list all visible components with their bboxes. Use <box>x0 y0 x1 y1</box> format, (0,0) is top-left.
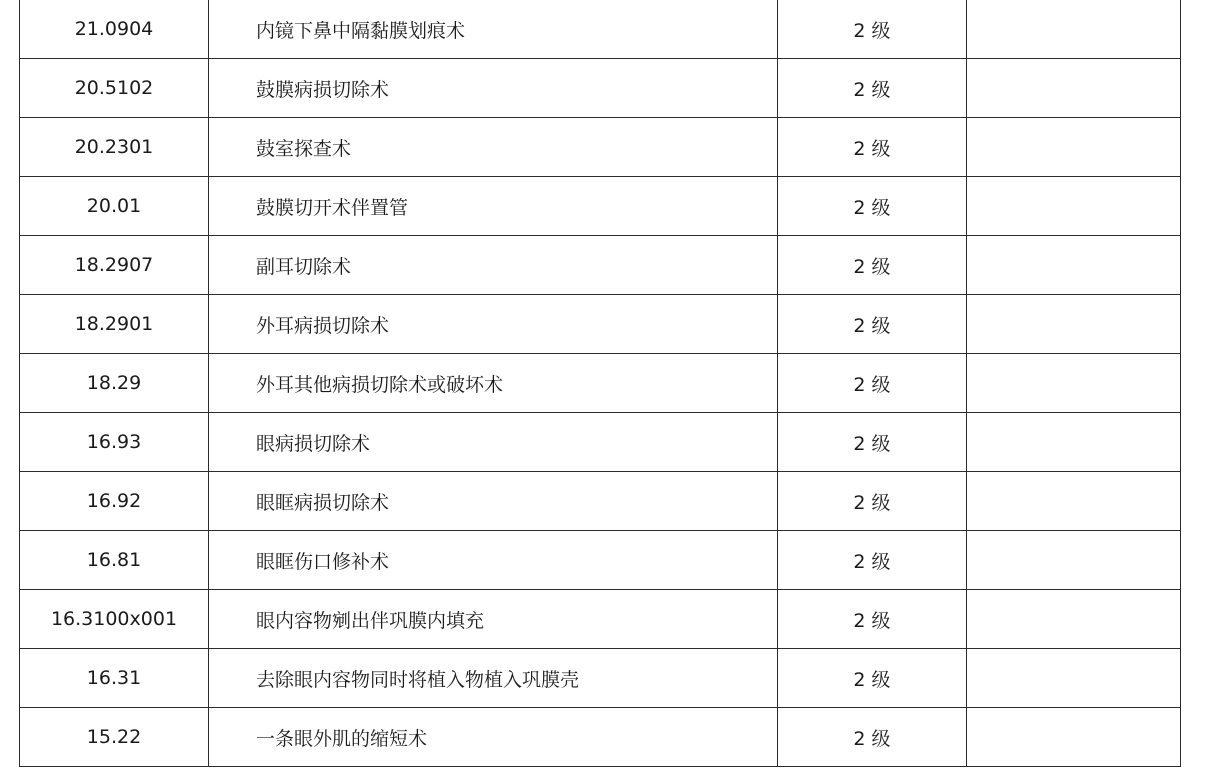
procedure-level-cell: 2 级 <box>778 177 967 236</box>
procedure-level-cell: 2 级 <box>778 590 967 649</box>
procedure-level-cell: 2 级 <box>778 236 967 295</box>
procedure-level-cell: 2 级 <box>778 413 967 472</box>
procedure-name-cell: 眼内容物剜出伴巩膜内填充 <box>209 590 778 649</box>
table-row <box>20 413 1181 472</box>
procedure-name-cell: 副耳切除术 <box>209 236 778 295</box>
procedure-level-cell: 2 级 <box>778 118 967 177</box>
procedure-level-cell: 2 级 <box>778 0 967 59</box>
procedure-name-cell: 外耳其他病损切除术或破坏术 <box>209 354 778 413</box>
procedure-code-cell: 21.0904 <box>20 0 209 59</box>
procedure-level-cell: 2 级 <box>778 59 967 118</box>
procedure-code-cell: 15.22 <box>20 708 209 767</box>
procedure-level-cell: 2 级 <box>778 649 967 708</box>
procedure-code-cell: 20.5102 <box>20 59 209 118</box>
procedure-code-cell: 16.93 <box>20 413 209 472</box>
procedure-note-cell <box>967 354 1181 413</box>
procedure-name-cell: 眼眶伤口修补术 <box>209 531 778 590</box>
procedure-name-cell: 鼓膜病损切除术 <box>209 59 778 118</box>
procedure-name-cell: 鼓膜切开术伴置管 <box>209 177 778 236</box>
procedure-name-cell: 鼓室探查术 <box>209 118 778 177</box>
procedure-note-cell <box>967 295 1181 354</box>
procedure-code-cell: 20.01 <box>20 177 209 236</box>
procedure-code-cell: 20.2301 <box>20 118 209 177</box>
procedure-code-cell: 18.2907 <box>20 236 209 295</box>
procedure-note-cell <box>967 236 1181 295</box>
table-row <box>20 236 1181 295</box>
procedure-level-cell: 2 级 <box>778 354 967 413</box>
table-row <box>20 59 1181 118</box>
procedure-name-cell: 内镜下鼻中隔黏膜划痕术 <box>209 0 778 59</box>
procedure-note-cell <box>967 649 1181 708</box>
procedure-code-cell: 16.81 <box>20 531 209 590</box>
procedure-table-body <box>20 0 1181 767</box>
procedure-note-cell <box>967 118 1181 177</box>
table-row <box>20 649 1181 708</box>
procedure-name-cell: 去除眼内容物同时将植入物植入巩膜壳 <box>209 649 778 708</box>
procedure-code-cell: 16.3100x001 <box>20 590 209 649</box>
procedure-note-cell <box>967 531 1181 590</box>
procedure-level-cell: 2 级 <box>778 708 967 767</box>
table-row <box>20 177 1181 236</box>
procedure-note-cell <box>967 708 1181 767</box>
procedure-code-cell: 16.92 <box>20 472 209 531</box>
procedure-note-cell <box>967 413 1181 472</box>
table-row <box>20 0 1181 59</box>
procedure-note-cell <box>967 0 1181 59</box>
procedure-note-cell <box>967 590 1181 649</box>
procedure-note-cell <box>967 177 1181 236</box>
table-row <box>20 708 1181 767</box>
procedure-level-cell: 2 级 <box>778 295 967 354</box>
procedure-table <box>19 0 1181 767</box>
procedure-name-cell: 眼病损切除术 <box>209 413 778 472</box>
procedure-name-cell: 一条眼外肌的缩短术 <box>209 708 778 767</box>
procedure-code-cell: 16.31 <box>20 649 209 708</box>
procedure-table-container <box>19 0 1180 767</box>
procedure-note-cell <box>967 59 1181 118</box>
procedure-note-cell <box>967 472 1181 531</box>
procedure-level-cell: 2 级 <box>778 531 967 590</box>
table-row <box>20 354 1181 413</box>
table-row <box>20 472 1181 531</box>
table-row <box>20 118 1181 177</box>
procedure-code-cell: 18.2901 <box>20 295 209 354</box>
procedure-name-cell: 眼眶病损切除术 <box>209 472 778 531</box>
procedure-name-cell: 外耳病损切除术 <box>209 295 778 354</box>
procedure-code-cell: 18.29 <box>20 354 209 413</box>
table-row <box>20 295 1181 354</box>
procedure-level-cell: 2 级 <box>778 472 967 531</box>
table-row <box>20 531 1181 590</box>
table-row <box>20 590 1181 649</box>
